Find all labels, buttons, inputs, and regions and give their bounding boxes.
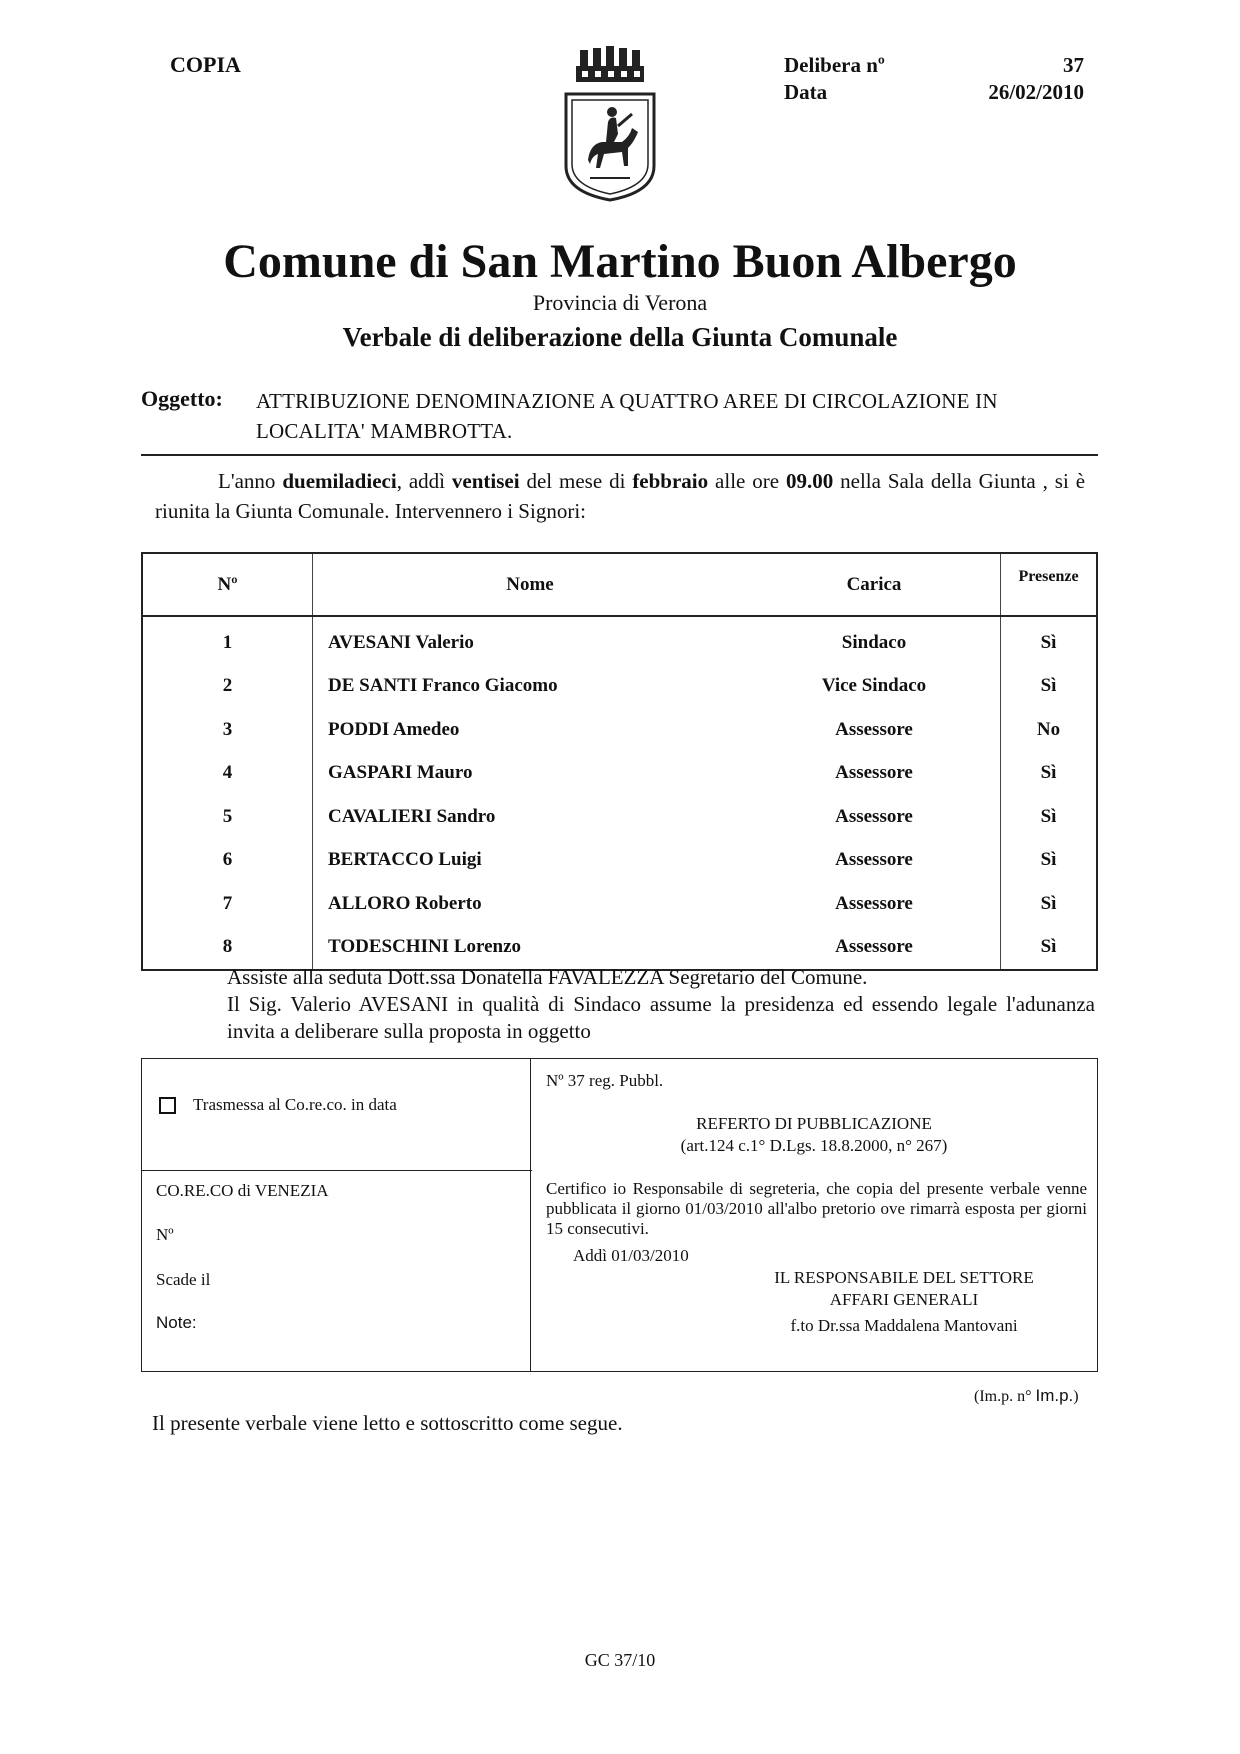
imp-prefix: (Im.p. n°	[974, 1388, 1036, 1405]
intro-text: del mese di	[519, 469, 633, 493]
responsabile-signature: f.to Dr.ssa Maddalena Mantovani	[790, 1316, 1018, 1335]
intro-year: duemiladieci	[282, 469, 397, 493]
member-name: DE SANTI Franco Giacomo	[328, 675, 558, 697]
box-divider-vertical	[530, 1058, 531, 1372]
member-role: Assessore	[748, 795, 1001, 839]
member-number: 7	[142, 882, 313, 926]
delibera-number: 37	[1063, 53, 1084, 77]
referto-title: REFERTO DI PUBBLICAZIONE	[696, 1114, 932, 1133]
member-name: AVESANI Valerio	[328, 631, 474, 653]
member-name: PODDI Amedeo	[328, 718, 460, 740]
intro-month: febbraio	[632, 469, 709, 493]
member-role: Assessore	[748, 752, 1001, 796]
date-label: Data	[784, 80, 828, 104]
table-row	[142, 708, 1097, 752]
page-footer: GC 37/10	[584, 1650, 656, 1670]
member-number: 3	[142, 708, 313, 752]
attendance-table	[141, 552, 1098, 971]
responsabile-title: IL RESPONSABILE DEL SETTORE	[774, 1268, 1034, 1287]
delibera-label: Delibera nº	[784, 53, 885, 77]
member-number: 6	[142, 839, 313, 883]
member-role: Sindaco	[748, 616, 1001, 665]
oggetto-text: ATTRIBUZIONE DENOMINAZIONE A QUATTRO AREE DI CIRCOLAZIONE IN LOCALITA' MAMBROTTA.	[256, 389, 998, 443]
trasmessa-label: Trasmessa al Co.re.co. in data	[193, 1095, 397, 1114]
date-value: 26/02/2010	[988, 80, 1084, 104]
imp-note	[974, 1386, 1079, 1406]
intro-text: nella Sala della Giunta , si è riunita la Giunta Comunale. Intervennero i Signori:	[155, 469, 1086, 523]
member-number: 8	[142, 926, 313, 971]
member-presence: Sì	[1040, 892, 1057, 914]
column-header-nome: Nome	[313, 553, 749, 616]
table-row	[142, 795, 1097, 839]
note-label: Note:	[156, 1313, 197, 1332]
assiste-paragraph	[155, 964, 1095, 1045]
column-header-carica: Carica	[748, 553, 1001, 616]
member-name: BERTACCO Luigi	[328, 849, 482, 871]
intro-day: ventisei	[451, 469, 520, 493]
reg-pubbl: Nº 37 reg. Pubbl.	[546, 1071, 664, 1090]
member-role: Assessore	[748, 708, 1001, 752]
member-presence: Sì	[1040, 805, 1057, 827]
member-name: ALLORO Roberto	[328, 892, 482, 914]
table-header-row	[142, 553, 1097, 616]
member-number: 2	[142, 665, 313, 709]
scade-label: Scade il	[156, 1270, 211, 1289]
table-row	[142, 882, 1097, 926]
intro-text: alle ore	[708, 469, 786, 493]
letto-sottoscritto: Il presente verbale viene letto e sottoscritto come segue.	[152, 1411, 623, 1435]
copy-label: COPIA	[170, 52, 241, 77]
coreco-number-label: Nº	[156, 1225, 174, 1244]
member-number: 1	[142, 616, 313, 665]
member-number: 5	[142, 795, 313, 839]
member-presence: Sì	[1040, 849, 1057, 871]
responsabile-sector: AFFARI GENERALI	[829, 1290, 979, 1309]
member-name: GASPARI Mauro	[328, 762, 473, 784]
member-presence: Sì	[1040, 762, 1057, 784]
table-row	[142, 616, 1097, 665]
table-row	[142, 665, 1097, 709]
member-presence: No	[1036, 718, 1061, 740]
certifico-text: Certifico io Responsabile di segreteria, che copia del presente verbale venne pubblicata il giorno 01/03/2010 all'albo pretorio ove rimarrà esposta per giorni 15 consecutivi.	[546, 1179, 1087, 1238]
member-name: TODESCHINI Lorenzo	[328, 936, 522, 958]
referto-subtitle: (art.124 c.1° D.Lgs. 18.8.2000, n° 267)	[680, 1136, 948, 1155]
member-presence: Sì	[1040, 631, 1057, 653]
intro-text: , addì	[396, 469, 452, 493]
member-role: Assessore	[748, 839, 1001, 883]
table-row	[142, 839, 1097, 883]
intro-time: 09.00	[785, 469, 834, 493]
member-role: Assessore	[748, 882, 1001, 926]
column-header-number: Nº	[142, 553, 313, 616]
member-role: Assessore	[748, 926, 1001, 971]
intro-text: L'anno	[218, 469, 283, 493]
member-role: Vice Sindaco	[748, 665, 1001, 709]
coreco-label: CO.RE.CO di VENEZIA	[156, 1181, 329, 1200]
member-presence: Sì	[1040, 936, 1057, 958]
municipal-crest-icon	[560, 44, 660, 202]
assiste-line: Assiste alla seduta Dott.ssa Donatella FAVALEZZA Segretario del Comune.	[227, 965, 868, 989]
divider	[141, 454, 1098, 456]
oggetto-label: Oggetto:	[141, 386, 223, 411]
addi-date: Addì 01/03/2010	[573, 1246, 689, 1265]
table-row	[142, 752, 1097, 796]
province: Provincia di Verona	[532, 290, 708, 315]
page-title: Comune di San Martino Buon Albergo	[223, 235, 1017, 288]
presidenza-line: Il Sig. Valerio AVESANI in qualità di Sindaco assume la presidenza ed essendo legale l'adunanza invita a deliberare sulla proposta in oggetto	[227, 992, 1095, 1043]
imp-suffix: )	[1073, 1388, 1079, 1405]
delibera-meta	[784, 52, 1084, 106]
column-header-presenze: Presenze	[1001, 553, 1098, 616]
member-name: CAVALIERI Sandro	[328, 805, 496, 827]
document-subtitle: Verbale di deliberazione della Giunta Comunale	[342, 322, 898, 352]
intro-paragraph	[155, 466, 1085, 526]
member-presence: Sì	[1040, 675, 1057, 697]
member-number: 4	[142, 752, 313, 796]
trasmessa-checkbox[interactable]	[159, 1097, 176, 1114]
box-divider-horizontal	[141, 1170, 532, 1171]
imp-value: Im.p.	[1035, 1386, 1074, 1405]
